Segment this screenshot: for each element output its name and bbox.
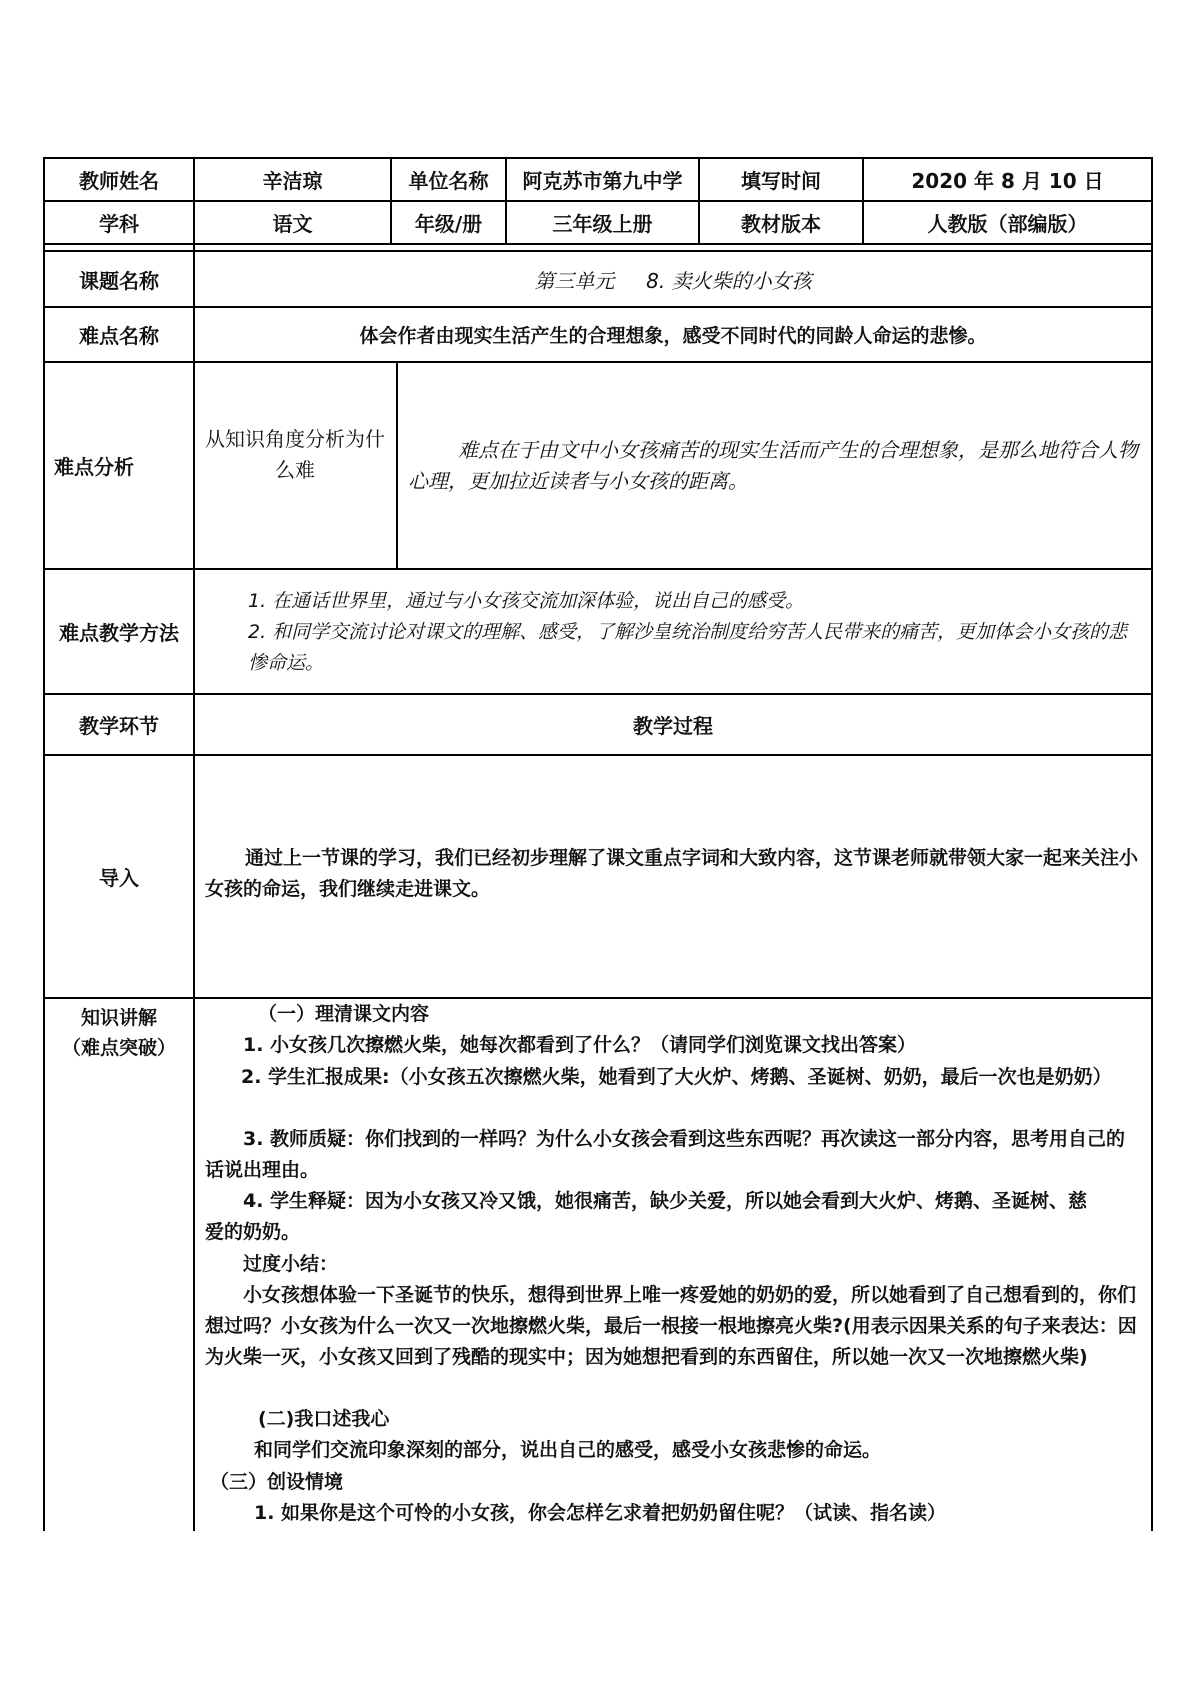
knowledge-line: 1. 小女孩几次擦燃火柴，她每次都看到了什么？（请同学们浏览课文找出答案） <box>243 1034 917 1056</box>
intro-text: 通过上一节课的学习，我们已经初步理解了课文重点字词和大致内容，这节课老师就带领大家一起来关注小女孩的命运，我们继续走进课文。 <box>205 847 1139 900</box>
teacher-name-label: 教师姓名 <box>79 169 159 193</box>
knowledge-line: 4. 学生释疑：因为小女孩又冷又饿，她很痛苦，缺少关爱，所以她会看到大火炉、烤鹅、圣诞树、慈爱的奶奶。 <box>205 1190 1088 1243</box>
analysis-label: 难点分析 <box>54 455 134 479</box>
step-label: 教学环节 <box>79 714 159 738</box>
analysis-text: 难点在于由文中小女孩痛苦的现实生活而产生的合理想象，是那么地符合人物心理，更加拉近读者与小女孩的距离。 <box>408 438 1138 493</box>
knowledge-heading: （三）创设情境 <box>210 1471 344 1493</box>
table-border <box>1151 157 1153 1531</box>
method-item: 1. 在通话世界里，通过与小女孩交流加深体验，说出自己的感受。 <box>248 590 805 612</box>
difficulty-text: 体会作者由现实生活产生的合理想象，感受不同时代的同龄人命运的悲惨。 <box>359 325 987 347</box>
lesson-title-label: 课题名称 <box>79 268 159 293</box>
knowledge-heading: (二)我口述我心 <box>258 1408 390 1430</box>
edition-label: 教材版本 <box>741 212 821 236</box>
grade-value: 三年级上册 <box>552 212 653 236</box>
grade-label: 年级/册 <box>414 212 483 236</box>
table-border <box>43 754 1153 756</box>
date-value: 2020 年 8 月 10 日 <box>911 169 1104 193</box>
table-border <box>43 568 1153 570</box>
lesson-title: 第三单元 8. 卖火柴的小女孩 <box>534 268 812 293</box>
knowledge-line: 3. 教师质疑：你们找到的一样吗？为什么小女孩会看到这些东西呢？再次读这一部分内容，思考用自己的话说出理由。 <box>205 1128 1126 1181</box>
difficulty-label: 难点名称 <box>79 324 159 348</box>
process-label: 教学过程 <box>633 714 713 738</box>
knowledge-paragraph: 小女孩想体验一下圣诞节的快乐，想得到世界上唯一疼爱她的奶奶的爱，所以她看到了自己想看到的，你们想过吗？小女孩为什么一次又一次地擦燃火柴，最后一根接一根地擦亮火柴?(用表示因果关系的句子来表达：因为火柴一灭，小女孩又回到了残酷的现实中；因为她想把看到的东西留住，所以她一次又一次地擦燃火柴) <box>205 1284 1137 1368</box>
subject-value: 语文 <box>272 212 313 236</box>
unit-value: 阿克苏市第九中学 <box>522 169 683 193</box>
subject-label: 学科 <box>99 212 139 236</box>
knowledge-line: 1. 如果你是这个可怜的小女孩，你会怎样乞求着把奶奶留住呢？（试读、指名读） <box>254 1502 947 1524</box>
knowledge-subheading: 过度小结： <box>243 1253 339 1275</box>
knowledge-heading: （一）理清课文内容 <box>258 1003 430 1025</box>
knowledge-line: 2. 学生汇报成果:（小女孩五次擦燃火柴，她看到了大火炉、烤鹅、圣诞树、奶奶，最后一次也是奶奶） <box>241 1066 1112 1088</box>
table-border <box>193 157 195 1531</box>
knowledge-sub-label: （难点突破） <box>61 1036 176 1059</box>
table-border <box>43 243 1153 245</box>
knowledge-line: 和同学们交流印象深刻的部分，说出自己的感受，感受小女孩悲惨的命运。 <box>254 1439 882 1461</box>
knowledge-label: 知识讲解 <box>80 1006 157 1029</box>
intro-label: 导入 <box>99 866 139 890</box>
method-label: 难点教学方法 <box>59 621 179 645</box>
date-label: 填写时间 <box>741 169 821 193</box>
unit-label: 单位名称 <box>408 169 489 193</box>
edition-value: 人教版（部编版） <box>927 212 1088 236</box>
analysis-sub-label: 从知识角度分析为什么难 <box>205 426 385 482</box>
teacher-name-value: 辛洁琼 <box>262 169 323 193</box>
method-item: 2. 和同学交流讨论对课文的理解、感受，了解沙皇统治制度给穷苦人民带来的痛苦，更加体会小女孩的悲惨命运。 <box>248 621 1128 674</box>
table-border <box>396 361 398 570</box>
